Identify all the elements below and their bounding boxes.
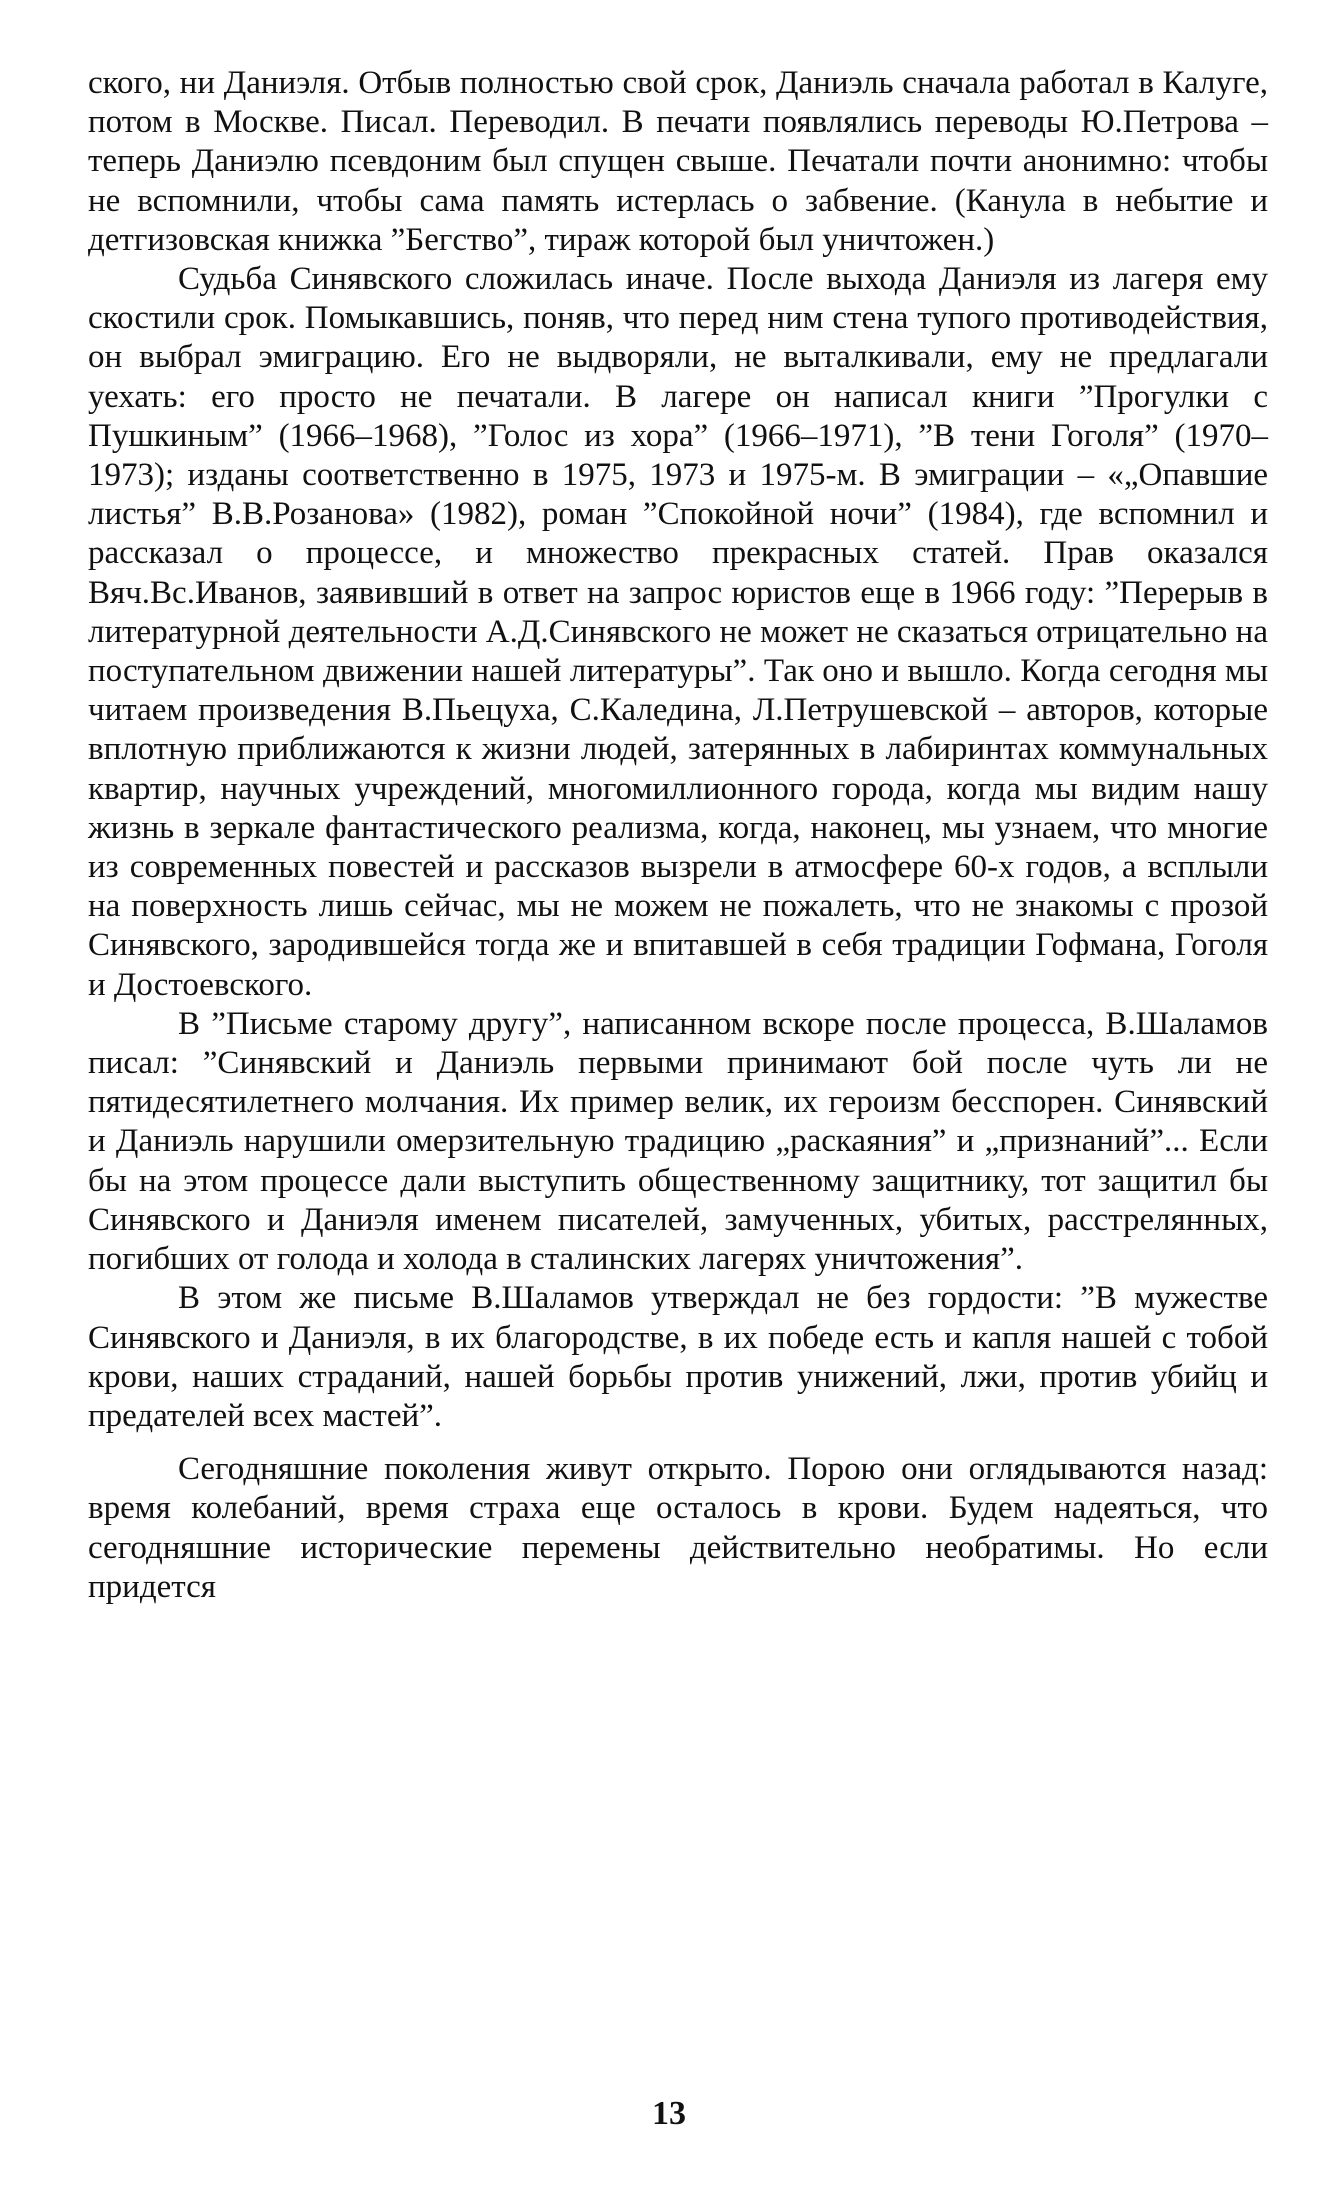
paragraph-shalamov-letter: В ”Письме старому другу”, написанном вскоре после процесса, В.Шаламов писал: ”Синявский и Даниэль первыми принимают бой после чуть ли не пятидесятилетнего молчания. Их пример велик, их героизм бесспорен. Синявский и Даниэль нарушили омерзительную традицию „раскаяния” и „признаний”... Если бы на этом процессе дали выступить общественному защитнику, тот защитил бы Синявского и Даниэля именем писателей, замученных, убитых, расстрелянных, погибших от голода и холода в сталинских лагерях уничтожения”. — [88, 1005, 1268, 1278]
paragraph-sinyavsky-fate: Судьба Синявского сложилась иначе. После выхода Даниэля из лагеря ему скостили срок. Помыкавшись, поняв, что перед ним стена тупого противодействия, он выбрал эмиграцию. Его не выдворяли, не выталкивали, ему не предлагали уехать: его просто не печатали. В лагере он написал книги ”Прогулки с Пушкиным” (1966–1968), ”Голос из хора” (1966–1971), ”В тени Гоголя” (1970–1973); изданы соответственно в 1975, 1973 и 1975-м. В эмиграции – «„Опавшие листья” В.В.Розанова» (1982), роман ”Спокойной ночи” (1984), где вспомнил и рассказал о процессе, и множество прекрасных статей. Прав оказался Вяч.Вс.Иванов, заявивший в ответ на запрос юристов еще в 1966 году: ”Перерыв в литературной деятельности А.Д.Синявского не может не сказаться отрицательно на поступательном движении нашей литературы”. Так оно и вышло. Когда сегодня мы читаем произведения В.Пьецуха, С.Каледина, Л.Петрушевской – авторов, которые вплотную приближаются к жизни людей, затерянных в лабиринтах коммунальных квартир, научных учреждений, многомиллионного города, когда мы видим нашу жизнь в зеркале фантастического реализма, когда, наконец, мы узнаем, что многие из современных повестей и рассказов вызрели в атмосфере 60-х годов, а всплыли на поверхность лишь сейчас, мы не можем не пожалеть, что не знакомы с прозой Синявского, зародившейся тогда же и впитавшей в себя традиции Гофмана, Гоголя и Достоевского. — [88, 261, 1268, 1003]
page-number: 13 — [652, 2095, 686, 2132]
paragraph-generations: Сегодняшние поколения живут открыто. Порою они оглядываются назад: время колебаний, время страха еще осталось в крови. Будем надеяться, что сегодняшние исторические перемены действительно необратимы. Но если придется — [88, 1451, 1268, 1605]
paragraph-continuation: ского, ни Даниэля. Отбыв полностью свой срок, Даниэль сначала работал в Калуге, потом в Москве. Писал. Переводил. В печати появлялись переводы Ю.Петрова – теперь Даниэлю псевдоним был спущен свыше. Печатали почти анонимно: чтобы не вспомнили, чтобы сама память истерлась о забвение. (Канула в небытие и детгизовская книжка ”Бегство”, тираж которой был уничтожен.) — [88, 65, 1268, 258]
page-body — [88, 64, 1268, 1607]
paragraph-shalamov-pride: В этом же письме В.Шаламов утверждал не без гордости: ”В мужестве Синявского и Даниэля, в их благородстве, в их победе есть и капля нашей с тобой крови, наших страданий, нашей борьбы против унижений, лжи, против убийц и предателей всех мастей”. — [88, 1280, 1268, 1434]
